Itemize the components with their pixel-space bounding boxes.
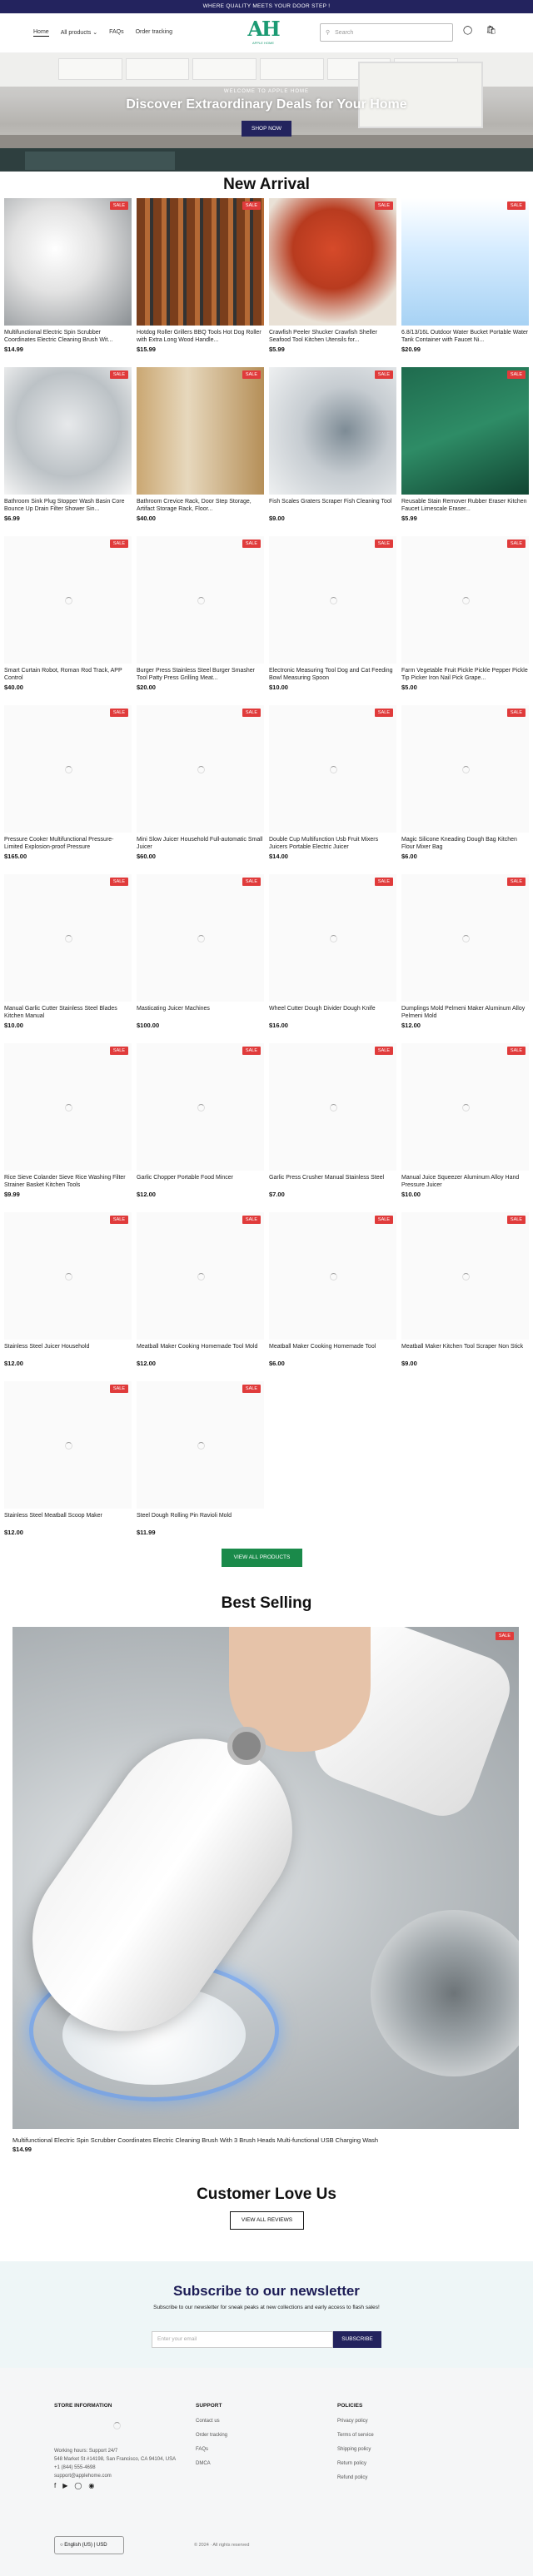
product-card[interactable] bbox=[4, 1212, 132, 1381]
product-image[interactable] bbox=[137, 1381, 264, 1509]
sale-badge: SALE bbox=[375, 201, 393, 210]
loading-icon bbox=[197, 1104, 205, 1111]
product-price: $12.00 bbox=[137, 1360, 156, 1367]
logo-tagline: APPLE HOME bbox=[252, 41, 274, 45]
product-card[interactable] bbox=[269, 198, 396, 367]
product-price: $12.00 bbox=[137, 1191, 156, 1198]
product-card[interactable] bbox=[137, 367, 264, 536]
product-title[interactable]: Smart Curtain Robot, Roman Rod Track, APP Control bbox=[4, 668, 122, 681]
product-card[interactable] bbox=[401, 874, 529, 1043]
product-card[interactable] bbox=[137, 536, 264, 705]
product-card[interactable] bbox=[4, 367, 132, 536]
product-title[interactable]: Electronic Measuring Tool Dog and Cat Feeding Bowl Measuring Spoon bbox=[269, 668, 393, 681]
site-footer bbox=[0, 2368, 533, 2576]
loading-icon bbox=[197, 935, 205, 942]
product-card[interactable] bbox=[4, 874, 132, 1043]
footer-store-heading: STORE INFORMATION bbox=[54, 2403, 112, 2409]
hero-banner bbox=[0, 53, 533, 172]
product-price: $20.99 bbox=[401, 346, 421, 353]
product-price: $12.00 bbox=[401, 1022, 421, 1029]
product-card[interactable] bbox=[269, 705, 396, 874]
product-card[interactable] bbox=[4, 198, 132, 367]
loading-icon bbox=[330, 597, 337, 604]
product-price: $100.00 bbox=[137, 1022, 160, 1029]
product-title[interactable]: Fish Scales Graters Scraper Fish Cleaning Tool bbox=[269, 499, 392, 505]
footer-store-info bbox=[54, 2403, 187, 2489]
globe-icon: ○ bbox=[60, 2543, 63, 2548]
product-price: $6.00 bbox=[401, 853, 417, 860]
footer-phone: +1 (844) 555-4698 bbox=[54, 2465, 96, 2470]
product-title[interactable]: Masticating Juicer Machines bbox=[137, 1006, 210, 1012]
product-image[interactable] bbox=[269, 198, 396, 326]
loading-icon bbox=[65, 766, 72, 773]
product-card[interactable] bbox=[137, 1212, 264, 1381]
footer-link-shipping[interactable]: Shipping policy bbox=[337, 2447, 371, 2452]
loading-icon bbox=[330, 1273, 337, 1281]
product-title[interactable]: Rice Sieve Colander Sieve Rice Washing Filter Strainer Basket Kitchen Tools bbox=[4, 1175, 126, 1188]
product-card[interactable] bbox=[137, 874, 264, 1043]
product-price: $6.00 bbox=[269, 1360, 285, 1367]
sale-badge: SALE bbox=[110, 201, 128, 210]
loading-icon bbox=[65, 597, 72, 604]
product-price: $5.99 bbox=[269, 346, 285, 353]
new-arrival-title: New Arrival bbox=[223, 176, 310, 193]
product-price: $5.99 bbox=[401, 515, 417, 522]
loading-icon bbox=[462, 1104, 470, 1111]
site-logo[interactable] bbox=[247, 17, 280, 45]
footer-policies bbox=[337, 2403, 374, 2489]
youtube-icon[interactable]: ▶ bbox=[62, 2482, 68, 2489]
product-image[interactable] bbox=[269, 874, 396, 1002]
footer-policies-heading: POLICIES bbox=[337, 2403, 363, 2409]
product-title[interactable]: Meatball Maker Kitchen Tool Scraper Non Stick bbox=[401, 1344, 524, 1350]
product-image[interactable] bbox=[401, 705, 529, 833]
cart-icon[interactable]: 🛍 bbox=[486, 26, 496, 35]
loading-icon bbox=[462, 935, 470, 942]
product-title[interactable]: Pressure Cooker Multifunctional Pressure-Limited Explosion-proof Pressure bbox=[4, 837, 114, 850]
product-card[interactable] bbox=[137, 198, 264, 367]
newsletter-email-field[interactable]: Enter your email bbox=[152, 2331, 333, 2348]
sale-badge: SALE bbox=[375, 370, 393, 379]
copyright: © 2024 · All rights reserved bbox=[194, 2543, 250, 2548]
product-title[interactable]: Farm Vegetable Fruit Pickle Pickle Pepper Pickle Tip Picker Iron Nail Pick Grape... bbox=[401, 668, 528, 681]
product-title[interactable]: Multifunctional Electric Spin Scrubber Coordinates Electric Cleaning Brush Wit... bbox=[4, 330, 113, 343]
sale-badge: SALE bbox=[242, 878, 261, 886]
sale-badge: SALE bbox=[242, 201, 261, 210]
product-image[interactable] bbox=[401, 536, 529, 664]
product-card[interactable] bbox=[401, 536, 529, 705]
sale-badge: SALE bbox=[242, 370, 261, 379]
product-price: $14.99 bbox=[4, 346, 23, 353]
nav-order-tracking[interactable]: Order tracking bbox=[135, 29, 172, 35]
nav-all-products[interactable] bbox=[61, 29, 97, 37]
nav-faqs[interactable]: FAQs bbox=[109, 29, 124, 35]
product-card[interactable] bbox=[401, 367, 529, 536]
product-image[interactable] bbox=[137, 536, 264, 664]
product-image[interactable] bbox=[269, 536, 396, 664]
product-price: $9.00 bbox=[269, 515, 285, 522]
product-title[interactable]: Manual Juice Squeezer Aluminum Alloy Hand Pressure Juicer bbox=[401, 1175, 520, 1188]
loading-icon bbox=[65, 935, 72, 942]
footer-email[interactable]: support@applehome.com bbox=[54, 2474, 112, 2479]
product-card[interactable] bbox=[4, 1381, 132, 1550]
product-image[interactable] bbox=[269, 1043, 396, 1171]
product-card[interactable] bbox=[269, 1043, 396, 1212]
product-title[interactable]: Burger Press Stainless Steel Burger Smasher Tool Patty Press Grilling Meat... bbox=[137, 668, 256, 681]
product-price: $6.99 bbox=[4, 515, 20, 522]
footer-address: 548 Market St #14198, San Francisco, CA 94104, USA bbox=[54, 2457, 177, 2462]
product-image[interactable] bbox=[401, 1043, 529, 1171]
loading-icon bbox=[462, 597, 470, 604]
hero-headline: Discover Extraordinary Deals for Your Home bbox=[126, 97, 407, 112]
product-price: $12.00 bbox=[4, 1360, 23, 1367]
sale-badge: SALE bbox=[375, 1216, 393, 1224]
product-price: $10.00 bbox=[269, 684, 288, 691]
product-image[interactable] bbox=[4, 1043, 132, 1171]
loading-icon bbox=[197, 1442, 205, 1450]
footer-support-heading: SUPPORT bbox=[196, 2403, 222, 2409]
footer-support bbox=[196, 2403, 227, 2475]
logo-mark: AH bbox=[247, 17, 279, 41]
sale-badge: SALE bbox=[110, 370, 128, 379]
product-price: $5.00 bbox=[401, 684, 417, 691]
sale-badge: SALE bbox=[507, 1047, 526, 1055]
nav-home[interactable]: Home bbox=[33, 29, 49, 35]
product-image[interactable] bbox=[401, 1212, 529, 1340]
product-image[interactable] bbox=[4, 874, 132, 1002]
product-price: $9.99 bbox=[4, 1191, 20, 1198]
product-price: $15.99 bbox=[137, 346, 156, 353]
product-title[interactable]: Reusable Stain Remover Rubber Eraser Kitchen Faucet Limescale Eraser... bbox=[401, 499, 527, 512]
sale-badge: SALE bbox=[110, 1216, 128, 1224]
product-title[interactable]: Meatball Maker Cooking Homemade Tool bbox=[269, 1344, 376, 1350]
product-card[interactable] bbox=[269, 536, 396, 705]
footer-link-refund[interactable]: Refund policy bbox=[337, 2475, 368, 2480]
product-card[interactable] bbox=[401, 1043, 529, 1212]
product-price: $16.00 bbox=[269, 1022, 288, 1029]
sale-badge: SALE bbox=[507, 201, 526, 210]
main-nav bbox=[33, 29, 172, 37]
loading-icon bbox=[197, 766, 205, 773]
account-icon[interactable]: ◯ bbox=[463, 26, 473, 35]
product-price: $40.00 bbox=[137, 515, 156, 522]
product-image[interactable] bbox=[137, 367, 264, 495]
product-title[interactable]: Garlic Chopper Portable Food Mincer bbox=[137, 1175, 233, 1181]
product-card[interactable] bbox=[137, 1381, 264, 1550]
product-grid bbox=[4, 198, 529, 1550]
product-card[interactable] bbox=[269, 874, 396, 1043]
footer-link-terms[interactable]: Terms of service bbox=[337, 2433, 374, 2438]
footer-link-contact[interactable]: Contact us bbox=[196, 2419, 220, 2424]
product-card[interactable] bbox=[137, 705, 264, 874]
loading-icon bbox=[197, 1273, 205, 1281]
shop-now-button[interactable]: SHOP NOW bbox=[242, 121, 291, 137]
product-image[interactable] bbox=[4, 1381, 132, 1509]
sale-badge: SALE bbox=[242, 709, 261, 717]
sale-badge: SALE bbox=[507, 540, 526, 548]
product-title[interactable]: Mini Slow Juicer Household Full-automatic Small Juicer bbox=[137, 837, 263, 850]
footer-link-order-tracking[interactable]: Order tracking bbox=[196, 2433, 228, 2438]
instagram-icon[interactable]: ◯ bbox=[74, 2482, 82, 2489]
product-price: $7.00 bbox=[269, 1191, 285, 1198]
sale-badge: SALE bbox=[507, 709, 526, 717]
product-card[interactable] bbox=[4, 1043, 132, 1212]
product-title[interactable]: Crawfish Peeler Shucker Crawfish Sheller Seafood Tool Kitchen Utensils for... bbox=[269, 330, 377, 343]
product-title[interactable]: Wheel Cutter Dough Divider Dough Knife bbox=[269, 1006, 376, 1012]
loading-icon bbox=[462, 1273, 470, 1281]
product-image[interactable] bbox=[269, 1212, 396, 1340]
product-price: $20.00 bbox=[137, 684, 156, 691]
sale-badge: SALE bbox=[507, 1216, 526, 1224]
site-header bbox=[0, 13, 533, 53]
best-selling-product-image[interactable] bbox=[12, 1627, 519, 2129]
product-card[interactable] bbox=[137, 1043, 264, 1212]
product-price: $14.00 bbox=[269, 853, 288, 860]
product-image[interactable] bbox=[4, 198, 132, 326]
sale-badge: SALE bbox=[507, 370, 526, 379]
product-image[interactable] bbox=[137, 1212, 264, 1340]
sale-badge: SALE bbox=[375, 878, 393, 886]
product-card[interactable] bbox=[401, 705, 529, 874]
product-card[interactable] bbox=[401, 1212, 529, 1381]
product-title[interactable]: 6.8/13/16L Outdoor Water Bucket Portable Water Tank Container with Faucet Ni... bbox=[401, 330, 529, 343]
product-title[interactable]: Dumplings Mold Pelmeni Maker Aluminum Alloy Pelmeni Mold bbox=[401, 1006, 526, 1019]
language-label: English (US) | USD bbox=[64, 2543, 107, 2548]
footer-link-faqs[interactable]: FAQs bbox=[196, 2447, 209, 2452]
facebook-icon[interactable]: f bbox=[54, 2482, 57, 2489]
hero-eyebrow: WELCOME TO APPLE HOME bbox=[223, 89, 310, 94]
footer-link-privacy[interactable]: Privacy policy bbox=[337, 2419, 368, 2424]
loading-icon bbox=[65, 1273, 72, 1281]
subscribe-button[interactable]: SUBSCRIBE bbox=[333, 2331, 381, 2348]
sale-badge: SALE bbox=[242, 1047, 261, 1055]
product-price: $60.00 bbox=[137, 853, 156, 860]
footer-link-return[interactable]: Return policy bbox=[337, 2461, 367, 2466]
product-title[interactable]: Garlic Press Crusher Manual Stainless Steel bbox=[269, 1175, 385, 1181]
product-image[interactable] bbox=[137, 198, 264, 326]
sale-badge: SALE bbox=[375, 540, 393, 548]
product-price: $11.99 bbox=[137, 1529, 156, 1536]
product-title[interactable]: Steel Dough Rolling Pin Ravioli Mold bbox=[137, 1513, 232, 1519]
product-image[interactable] bbox=[4, 1212, 132, 1340]
product-card[interactable] bbox=[269, 367, 396, 536]
footer-link-dmca[interactable]: DMCA bbox=[196, 2461, 211, 2466]
product-image[interactable] bbox=[4, 705, 132, 833]
product-title[interactable]: Stainless Steel Juicer Household bbox=[4, 1344, 90, 1350]
sale-badge: SALE bbox=[375, 709, 393, 717]
view-all-reviews-button[interactable]: VIEW ALL REVIEWS bbox=[230, 2211, 304, 2230]
product-title[interactable]: Bathroom Crevice Rack, Door Step Storage, Artifact Storage Rack, Floor... bbox=[137, 499, 252, 512]
pinterest-icon[interactable]: ◉ bbox=[88, 2482, 95, 2489]
newsletter-text: Subscribe to our newsletter for sneak peaks at new collections and early access to flash sales! bbox=[153, 2305, 380, 2310]
footer-hours: Working hours: Support 24/7 bbox=[54, 2449, 118, 2454]
sale-badge: SALE bbox=[507, 878, 526, 886]
best-selling-product-title[interactable]: Multifunctional Electric Spin Scrubber Coordinates Electric Cleaning Brush With 3 Brush Heads Multi-functional USB Charging Wash bbox=[12, 2136, 379, 2144]
product-card[interactable] bbox=[269, 1212, 396, 1381]
product-card[interactable] bbox=[4, 536, 132, 705]
loading-icon bbox=[330, 1104, 337, 1111]
sale-badge: SALE bbox=[110, 878, 128, 886]
loading-icon bbox=[197, 597, 205, 604]
best-selling-product-price: $14.99 bbox=[12, 2146, 32, 2153]
sale-badge: SALE bbox=[375, 1047, 393, 1055]
product-title[interactable]: Double Cup Multifunction Usb Fruit Mixers Juicers Portable Electric Juicer bbox=[269, 837, 379, 850]
sale-badge: SALE bbox=[242, 1385, 261, 1393]
best-selling-title: Best Selling bbox=[221, 1594, 312, 1612]
sale-badge: SALE bbox=[110, 540, 128, 548]
product-price: $10.00 bbox=[4, 1022, 23, 1029]
product-image[interactable] bbox=[4, 367, 132, 495]
loading-icon bbox=[113, 2422, 121, 2429]
search-icon: ⚲ bbox=[326, 30, 331, 36]
product-title[interactable]: Manual Garlic Cutter Stainless Steel Blades Kitchen Manual bbox=[4, 1006, 117, 1019]
product-price: $40.00 bbox=[4, 684, 23, 691]
sale-badge: SALE bbox=[242, 1216, 261, 1224]
product-price: $12.00 bbox=[4, 1529, 23, 1536]
customer-love-title: Customer Love Us bbox=[197, 2186, 336, 2203]
product-image[interactable] bbox=[4, 536, 132, 664]
newsletter-title: Subscribe to our newsletter bbox=[173, 2283, 360, 2299]
product-title[interactable]: Meatball Maker Cooking Homemade Tool Mold bbox=[137, 1344, 258, 1350]
sale-badge: SALE bbox=[496, 1632, 514, 1640]
product-image[interactable] bbox=[401, 367, 529, 495]
sale-badge: SALE bbox=[110, 1385, 128, 1393]
chevron-down-icon: ⌄ bbox=[92, 30, 98, 36]
product-title[interactable]: Stainless Steel Meatball Scoop Maker bbox=[4, 1513, 102, 1519]
product-image[interactable] bbox=[137, 874, 264, 1002]
nav-all-products-label: All products bbox=[60, 30, 92, 36]
product-price: $10.00 bbox=[401, 1191, 421, 1198]
loading-icon bbox=[65, 1104, 72, 1111]
product-title[interactable]: Hotdog Roller Grillers BBQ Tools Hot Dog Roller with Extra Long Wood Handle... bbox=[137, 330, 262, 343]
language-currency-selector[interactable] bbox=[54, 2536, 124, 2554]
loading-icon bbox=[330, 766, 337, 773]
product-image[interactable] bbox=[137, 705, 264, 833]
product-image[interactable] bbox=[401, 874, 529, 1002]
product-card[interactable] bbox=[4, 705, 132, 874]
loading-icon bbox=[65, 1442, 72, 1450]
product-title[interactable]: Bathroom Sink Plug Stopper Wash Basin Core Bounce Up Drain Filter Shower Sin... bbox=[4, 499, 125, 512]
loading-icon bbox=[330, 935, 337, 942]
view-all-products-button[interactable]: VIEW ALL PRODUCTS bbox=[222, 1549, 302, 1567]
loading-icon bbox=[462, 766, 470, 773]
product-title[interactable]: Magic Silicone Kneading Dough Bag Kitchen Flour Mixer Bag bbox=[401, 837, 517, 850]
newsletter-section bbox=[0, 2261, 533, 2368]
search-input[interactable] bbox=[320, 23, 453, 42]
product-image[interactable] bbox=[137, 1043, 264, 1171]
product-image[interactable] bbox=[269, 705, 396, 833]
announcement-bar: WHERE QUALITY MEETS YOUR DOOR STEP ! bbox=[0, 0, 533, 13]
sale-badge: SALE bbox=[242, 540, 261, 548]
product-card[interactable] bbox=[401, 198, 529, 367]
product-price: $9.00 bbox=[401, 1360, 417, 1367]
search-placeholder: Search bbox=[335, 29, 354, 36]
sale-badge: SALE bbox=[110, 709, 128, 717]
product-image[interactable] bbox=[401, 198, 529, 326]
sale-badge: SALE bbox=[110, 1047, 128, 1055]
product-price: $165.00 bbox=[4, 853, 27, 860]
product-image[interactable] bbox=[269, 367, 396, 495]
